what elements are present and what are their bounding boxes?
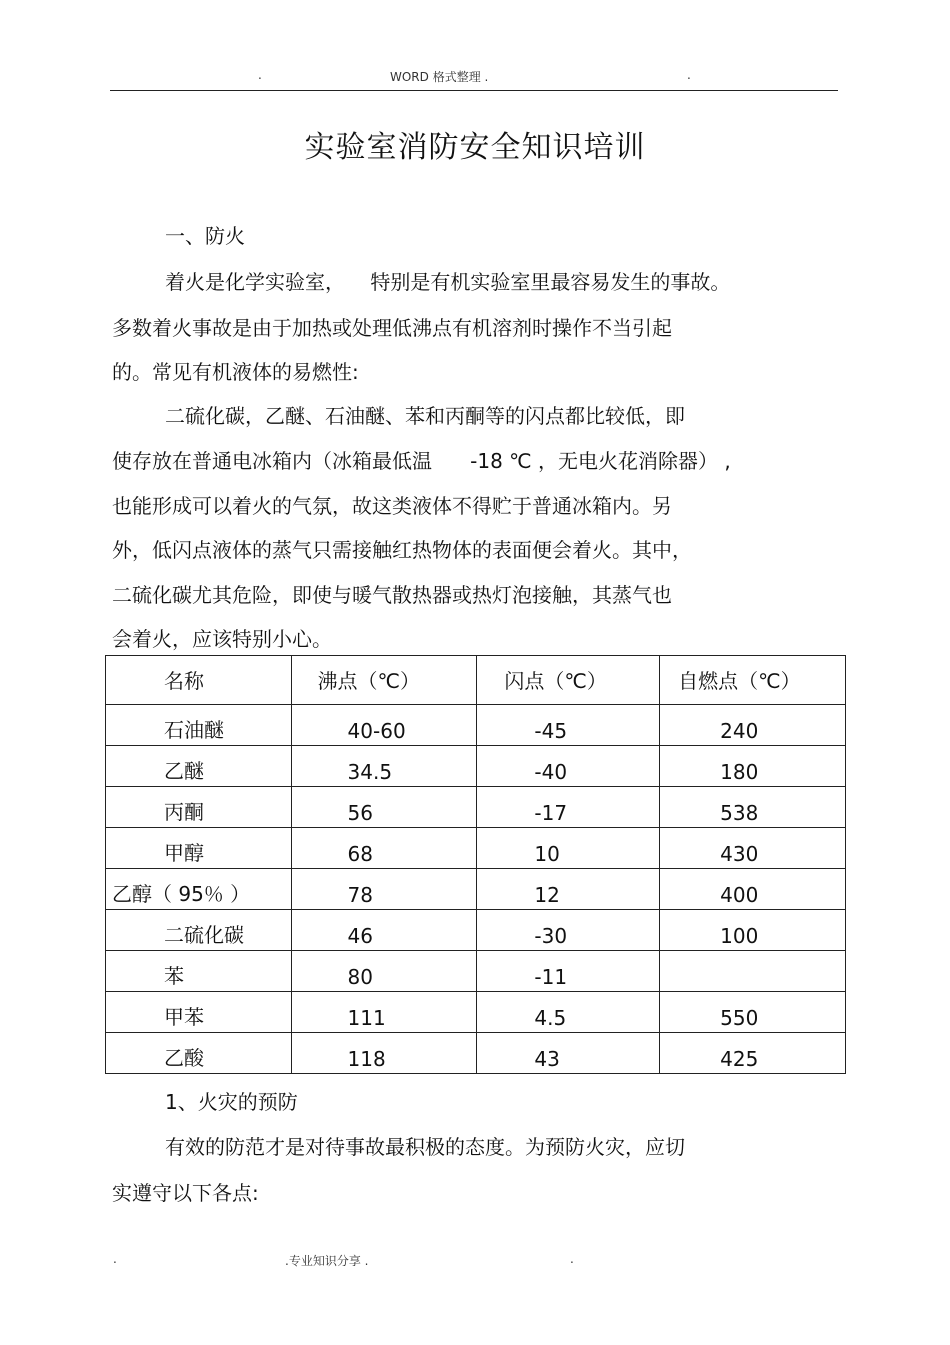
table-row bbox=[106, 787, 846, 828]
cell-flash: -30 bbox=[534, 924, 568, 948]
cell-flash: 43 bbox=[534, 1047, 560, 1071]
cell-autoignition: 550 bbox=[720, 1006, 759, 1030]
cell-boiling: 80 bbox=[347, 965, 373, 989]
table-cell bbox=[106, 992, 292, 1033]
table-cell bbox=[477, 992, 660, 1033]
table-cell bbox=[291, 1033, 477, 1074]
table-cell bbox=[660, 828, 846, 869]
table-cell bbox=[477, 869, 660, 910]
cell-autoignition: 100 bbox=[720, 924, 759, 948]
page-title: 实验室消防安全知识培训 bbox=[304, 130, 646, 165]
table-header-cell bbox=[477, 656, 660, 705]
table-header-cell bbox=[106, 656, 292, 705]
cell-name: 石油醚 bbox=[164, 718, 224, 742]
table-cell bbox=[477, 1033, 660, 1074]
cell-boiling: 111 bbox=[347, 1006, 386, 1030]
footer-label: .专业知识分享 . bbox=[285, 1254, 369, 1268]
paragraph-line: 的。常见有机液体的易燃性: bbox=[112, 360, 359, 384]
table-header-cell bbox=[660, 656, 846, 705]
footer-dot-right: . bbox=[570, 1252, 574, 1266]
header-autoignition-point: 自燃点（℃） bbox=[678, 668, 801, 693]
table-cell bbox=[291, 992, 477, 1033]
table-row bbox=[106, 828, 846, 869]
cell-name: 乙醇（ 95％ ） bbox=[112, 882, 251, 906]
table-cell bbox=[106, 1033, 292, 1074]
header-name: 名称 bbox=[164, 668, 204, 693]
table-cell bbox=[660, 951, 846, 992]
table-cell bbox=[660, 992, 846, 1033]
table-cell bbox=[660, 910, 846, 951]
paragraph-line: 实遵守以下各点: bbox=[112, 1181, 259, 1205]
table-cell bbox=[291, 951, 477, 992]
section-heading-fire-precaution: 1、火灾的预防 bbox=[165, 1090, 298, 1114]
cell-flash: 10 bbox=[534, 842, 560, 866]
paragraph-line: 二硫化碳，乙醚、石油醚、苯和丙酮等的闪点都比较低，即 bbox=[165, 404, 685, 428]
cell-name: 二硫化碳 bbox=[164, 923, 244, 947]
cell-autoignition: 240 bbox=[720, 719, 759, 743]
cell-boiling: 56 bbox=[347, 801, 373, 825]
table-cell bbox=[660, 869, 846, 910]
table-cell bbox=[291, 787, 477, 828]
header-dot-right: . bbox=[687, 68, 691, 82]
paragraph-line: 会着火，应该特别小心。 bbox=[112, 627, 332, 651]
cell-name: 丙酮 bbox=[164, 800, 204, 824]
table-cell bbox=[291, 869, 477, 910]
table-cell bbox=[477, 705, 660, 746]
table-row bbox=[106, 705, 846, 746]
paragraph-line: 着火是化学实验室， 特别是有机实验室里最容易发生的事故。 bbox=[165, 270, 731, 294]
table-cell bbox=[106, 910, 292, 951]
table-cell bbox=[106, 828, 292, 869]
header-dot-left: . bbox=[258, 68, 262, 82]
cell-flash: 4.5 bbox=[534, 1006, 567, 1030]
cell-autoignition: 430 bbox=[720, 842, 759, 866]
cell-boiling: 118 bbox=[347, 1047, 386, 1071]
cell-autoignition: 180 bbox=[720, 760, 759, 784]
table-row bbox=[106, 869, 846, 910]
cell-flash: 12 bbox=[534, 883, 560, 907]
cell-autoignition: 538 bbox=[720, 801, 759, 825]
table-cell bbox=[291, 910, 477, 951]
flammability-table bbox=[105, 655, 846, 1074]
table-row bbox=[106, 746, 846, 787]
table-cell bbox=[660, 705, 846, 746]
paragraph-line: 多数着火事故是由于加热或处理低沸点有机溶剂时操作不当引起 bbox=[112, 316, 672, 340]
cell-flash: -17 bbox=[534, 801, 568, 825]
cell-name: 乙酸 bbox=[164, 1046, 204, 1070]
table-cell bbox=[477, 910, 660, 951]
table-row bbox=[106, 951, 846, 992]
table-header-cell bbox=[291, 656, 477, 705]
cell-boiling: 34.5 bbox=[347, 760, 393, 784]
cell-name: 苯 bbox=[164, 964, 184, 988]
paragraph-line: 也能形成可以着火的气氛，故这类液体不得贮于普通冰箱内。另 bbox=[112, 494, 672, 518]
cell-name: 乙醚 bbox=[164, 759, 204, 783]
table-row bbox=[106, 992, 846, 1033]
table-cell bbox=[291, 828, 477, 869]
header-rule bbox=[110, 90, 838, 91]
paragraph-line: 二硫化碳尤其危险，即使与暖气散热器或热灯泡接触，其蒸气也 bbox=[112, 583, 672, 607]
cell-boiling: 78 bbox=[347, 883, 373, 907]
footer-dot-left: . bbox=[113, 1252, 117, 1266]
table-header-row bbox=[106, 656, 846, 705]
table-cell bbox=[660, 746, 846, 787]
table-cell bbox=[106, 787, 292, 828]
table-cell bbox=[477, 746, 660, 787]
table-row bbox=[106, 1033, 846, 1074]
table-cell bbox=[106, 705, 292, 746]
header-flash-point: 闪点（℃） bbox=[504, 668, 607, 693]
paragraph-line: 外，低闪点液体的蒸气只需接触红热物体的表面便会着火。其中， bbox=[112, 538, 692, 562]
cell-autoignition: 400 bbox=[720, 883, 759, 907]
table-cell bbox=[477, 828, 660, 869]
table-cell bbox=[477, 951, 660, 992]
table-row bbox=[106, 910, 846, 951]
cell-boiling: 40-60 bbox=[347, 719, 406, 743]
section-heading-fire-prevention: 一、防火 bbox=[165, 224, 245, 248]
cell-flash: -45 bbox=[534, 719, 568, 743]
table-cell bbox=[106, 951, 292, 992]
header-boiling-point: 沸点（℃） bbox=[317, 668, 421, 693]
paragraph-line: 使存放在普通电冰箱内（冰箱最低温 -18 ℃ ，无电火花消除器） , bbox=[112, 449, 731, 473]
paragraph-line: 有效的防范才是对待事故最积极的态度。为预防火灾，应切 bbox=[165, 1135, 685, 1159]
header-label: WORD 格式整理 . bbox=[390, 70, 489, 84]
table-cell bbox=[106, 746, 292, 787]
cell-flash: -11 bbox=[534, 965, 568, 989]
table-cell bbox=[106, 869, 292, 910]
cell-autoignition: 425 bbox=[720, 1047, 759, 1071]
table-cell bbox=[660, 787, 846, 828]
cell-flash: -40 bbox=[534, 760, 568, 784]
table-cell bbox=[660, 1033, 846, 1074]
cell-boiling: 46 bbox=[347, 924, 373, 948]
cell-name: 甲苯 bbox=[164, 1005, 204, 1029]
table-cell bbox=[291, 746, 477, 787]
table-cell bbox=[291, 705, 477, 746]
cell-boiling: 68 bbox=[347, 842, 373, 866]
table-cell bbox=[477, 787, 660, 828]
cell-name: 甲醇 bbox=[164, 841, 204, 865]
